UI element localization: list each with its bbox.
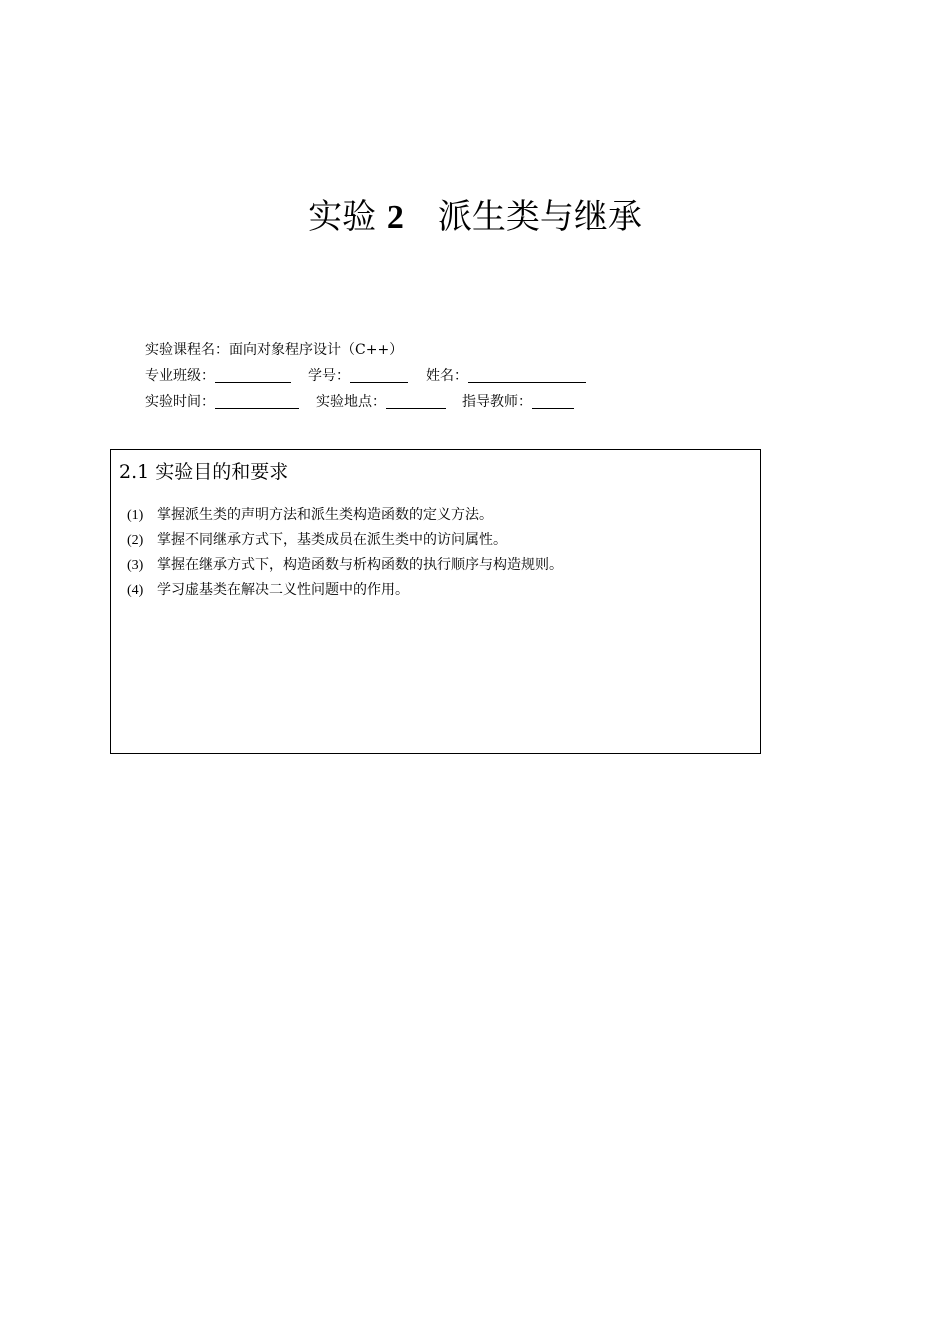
item-text: 掌握不同继承方式下，基类成员在派生类中的访问属性。 [157, 532, 507, 548]
schedule-row [145, 392, 574, 412]
major-label: 专业班级： [145, 368, 215, 384]
item-text: 掌握派生类的声明方法和派生类构造函数的定义方法。 [157, 507, 493, 523]
course-row [145, 340, 403, 360]
item-text: 掌握在继承方式下，构造函数与析构函数的执行顺序与构造规则。 [157, 557, 563, 573]
student-id-label: 学号： [308, 368, 350, 384]
teacher-blank[interactable] [532, 394, 574, 409]
title-text: 派生类与继承 [437, 197, 642, 237]
list-item [127, 553, 563, 578]
list-item [127, 503, 563, 528]
time-label: 实验时间： [145, 394, 215, 410]
requirements-list [127, 503, 563, 603]
objectives-box [110, 449, 761, 754]
course-label: 实验课程名： [145, 342, 229, 358]
time-blank[interactable] [215, 394, 299, 409]
major-blank[interactable] [215, 368, 291, 383]
location-blank[interactable] [386, 394, 446, 409]
page-title [0, 192, 950, 243]
item-number: (2) [127, 533, 144, 548]
title-prefix: 实验 [308, 197, 377, 237]
item-number: (1) [127, 508, 144, 523]
item-number: (3) [127, 558, 144, 573]
teacher-label: 指导教师： [462, 394, 532, 410]
student-id-blank[interactable] [350, 368, 408, 383]
name-blank[interactable] [468, 368, 586, 383]
name-label: 姓名： [426, 368, 468, 384]
item-text: 学习虚基类在解决二义性问题中的作用。 [157, 582, 409, 598]
student-row [145, 366, 586, 386]
list-item [127, 578, 563, 603]
section-heading: 2.1 实验目的和要求 [119, 461, 289, 483]
location-label: 实验地点： [316, 394, 386, 410]
item-number: (4) [127, 583, 144, 598]
title-number: 2 [386, 199, 404, 236]
course-value: 面向对象程序设计（C++） [229, 342, 404, 358]
list-item [127, 528, 563, 553]
